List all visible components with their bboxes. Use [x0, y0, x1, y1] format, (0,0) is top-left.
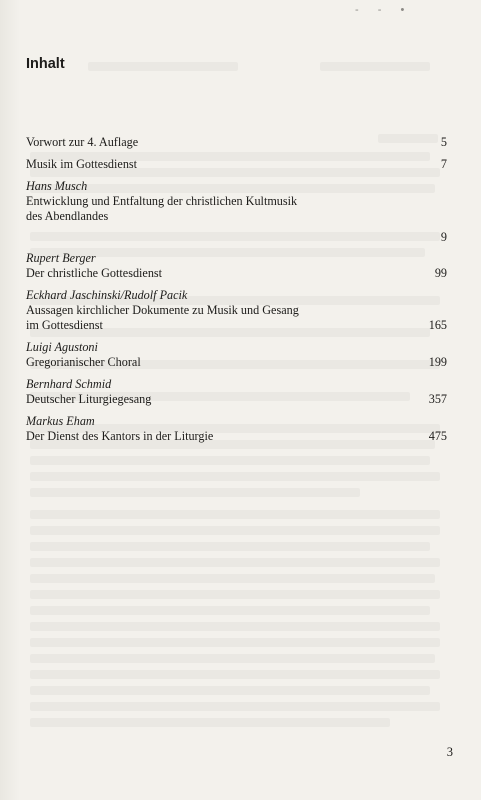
toc-entry[interactable]: [26, 179, 447, 245]
toc-page-number: 9: [440, 230, 447, 244]
toc-entry-title-line: des Abendlandes: [26, 209, 109, 223]
toc-page-number: 165: [428, 318, 447, 332]
toc-page-number: 99: [434, 266, 447, 280]
toc-entry-title-line: im Gottesdienst: [26, 318, 103, 332]
toc-page-number: 5: [440, 135, 447, 149]
toc-author: Rupert Berger: [26, 251, 96, 265]
toc-entry-title: Musik im Gottesdienst: [26, 157, 138, 171]
toc-author: Luigi Agustoni: [26, 340, 98, 354]
toc-entry-title: Gregorianischer Choral: [26, 355, 141, 369]
toc-entry[interactable]: [26, 157, 447, 172]
toc-page-number: 357: [428, 392, 447, 406]
toc-entry-title: Vorwort zur 4. Auflage: [26, 135, 139, 149]
table-of-contents: [26, 135, 447, 444]
toc-page-number: 475: [428, 429, 447, 443]
toc-author: Hans Musch: [26, 179, 88, 193]
toc-entry[interactable]: [26, 251, 447, 281]
toc-entry[interactable]: [26, 288, 447, 333]
page-folio-number: 3: [446, 745, 453, 759]
toc-entry[interactable]: [26, 340, 447, 370]
toc-entry-title: Der Dienst des Kantors in der Liturgie: [26, 429, 214, 443]
toc-entry-title-line: Entwicklung und Entfaltung der christlichen Kultmusik: [26, 194, 298, 208]
toc-page-number: 199: [428, 355, 447, 369]
toc-entry[interactable]: [26, 414, 447, 444]
scan-marks: - - •: [355, 4, 413, 16]
toc-author: Markus Eham: [26, 414, 95, 428]
toc-entry-title-line: Aussagen kirchlicher Dokumente zu Musik und Gesang: [26, 303, 299, 317]
toc-entry[interactable]: [26, 377, 447, 407]
toc-entry[interactable]: [26, 135, 447, 150]
toc-author: Eckhard Jaschinski/Rudolf Pacik: [26, 288, 188, 302]
toc-entry-title: Der christliche Gottesdienst: [26, 266, 163, 280]
toc-author: Bernhard Schmid: [26, 377, 112, 391]
toc-entry-title: Deutscher Liturgiegesang: [26, 392, 152, 406]
page-title: Inhalt: [26, 56, 65, 72]
toc-page-number: 7: [440, 157, 447, 171]
